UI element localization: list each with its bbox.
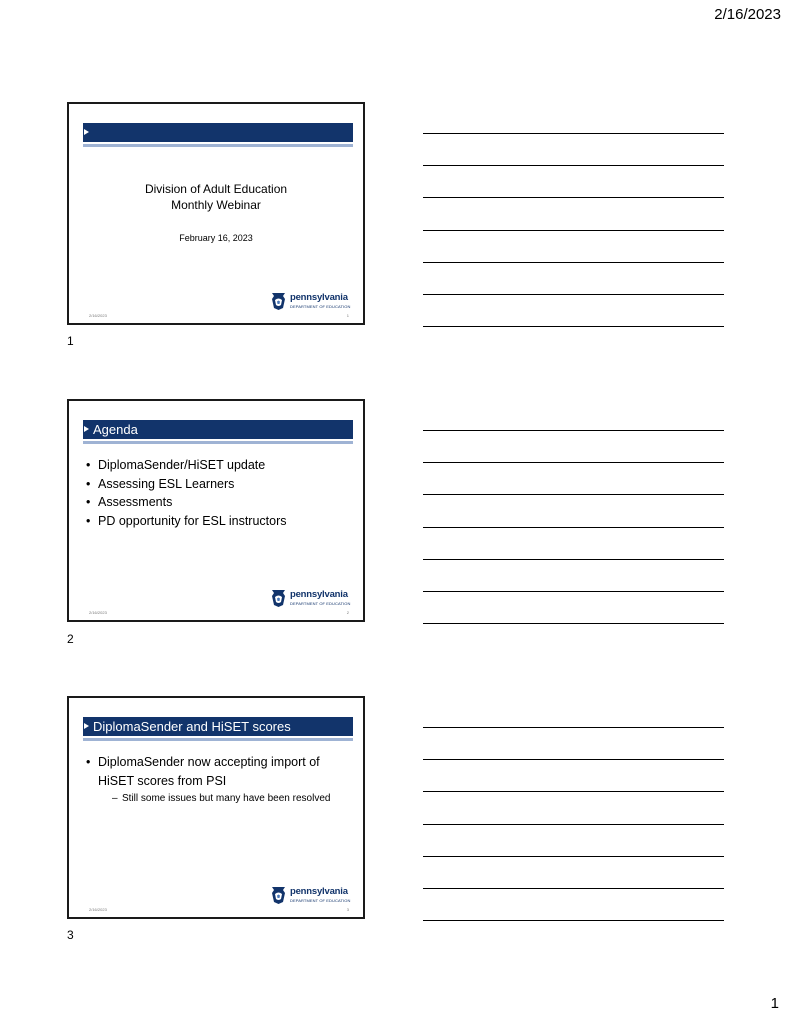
slide-title: DiplomaSender and HiSET scores — [93, 719, 291, 734]
bullet-item: • Assessing ESL Learners — [85, 475, 355, 494]
pennsylvania-logo — [271, 291, 349, 313]
note-line — [423, 727, 724, 728]
slide-title-line-1: Division of Adult Education — [144, 182, 288, 196]
logo-subtitle: DEPARTMENT OF EDUCATION — [290, 601, 351, 606]
note-line — [423, 591, 724, 592]
note-line — [423, 197, 724, 198]
note-line — [423, 326, 724, 327]
note-line — [423, 920, 724, 921]
bar-arrow-icon — [84, 426, 89, 432]
logo-subtitle: DEPARTMENT OF EDUCATION — [290, 898, 351, 903]
pennsylvania-logo — [271, 588, 349, 610]
slide-footer-date: 2/16/2023 — [89, 313, 107, 318]
slide-footer-date: 2/16/2023 — [89, 610, 107, 615]
keystone-icon — [271, 292, 286, 310]
note-line — [423, 494, 724, 495]
slide-title — [69, 181, 363, 213]
title-bar-underline — [83, 144, 353, 147]
slide-footer-number: 3 — [346, 907, 349, 912]
bullet-item: • DiplomaSender/HiSET update — [85, 456, 355, 475]
note-line — [423, 759, 724, 760]
note-line — [423, 856, 724, 857]
page-number: 1 — [770, 995, 779, 1012]
slide-number-label: 1 — [67, 334, 74, 348]
print-date: 2/16/2023 — [714, 6, 781, 23]
note-line — [423, 430, 724, 431]
note-line — [423, 165, 724, 166]
logo-subtitle: DEPARTMENT OF EDUCATION — [290, 304, 351, 309]
slide-3 — [67, 696, 365, 919]
logo-brand: pennsylvania — [290, 589, 348, 600]
slide-2 — [67, 399, 365, 622]
bar-arrow-icon — [84, 723, 89, 729]
slide-footer-number: 2 — [346, 610, 349, 615]
note-line — [423, 294, 724, 295]
bullet-text: DiplomaSender now accepting import of HiSET scores from PSI — [98, 755, 320, 788]
note-line — [423, 559, 724, 560]
pennsylvania-logo — [271, 885, 349, 907]
note-line — [423, 462, 724, 463]
note-line — [423, 824, 724, 825]
sub-bullet-item: – Still some issues but many have been resolved — [98, 792, 355, 806]
note-line — [423, 230, 724, 231]
title-bar-underline — [83, 441, 353, 444]
note-line — [423, 791, 724, 792]
title-bar — [83, 123, 353, 142]
slide-number-label: 3 — [67, 928, 74, 942]
title-bar-underline — [83, 738, 353, 741]
bullet-item — [85, 753, 355, 806]
bullet-item: • Assessments — [85, 493, 355, 512]
bullet-list — [85, 456, 355, 530]
slide-title-line-2: Monthly Webinar — [171, 198, 261, 212]
note-line — [423, 133, 724, 134]
slide-footer-number: 1 — [346, 313, 349, 318]
logo-brand: pennsylvania — [290, 886, 348, 897]
logo-brand: pennsylvania — [290, 292, 348, 303]
slide-1 — [67, 102, 365, 325]
note-line — [423, 262, 724, 263]
slide-footer-date: 2/16/2023 — [89, 907, 107, 912]
note-line — [423, 888, 724, 889]
slide-number-label: 2 — [67, 632, 74, 646]
slide-title: Agenda — [93, 422, 138, 437]
note-line — [423, 527, 724, 528]
keystone-icon — [271, 589, 286, 607]
note-line — [423, 623, 724, 624]
sub-bullet-list — [98, 792, 355, 806]
bullet-item: • PD opportunity for ESL instructors — [85, 512, 355, 531]
bar-arrow-icon — [84, 129, 89, 135]
slide-date: February 16, 2023 — [179, 233, 253, 243]
bullet-list — [85, 753, 355, 806]
keystone-icon — [271, 886, 286, 904]
